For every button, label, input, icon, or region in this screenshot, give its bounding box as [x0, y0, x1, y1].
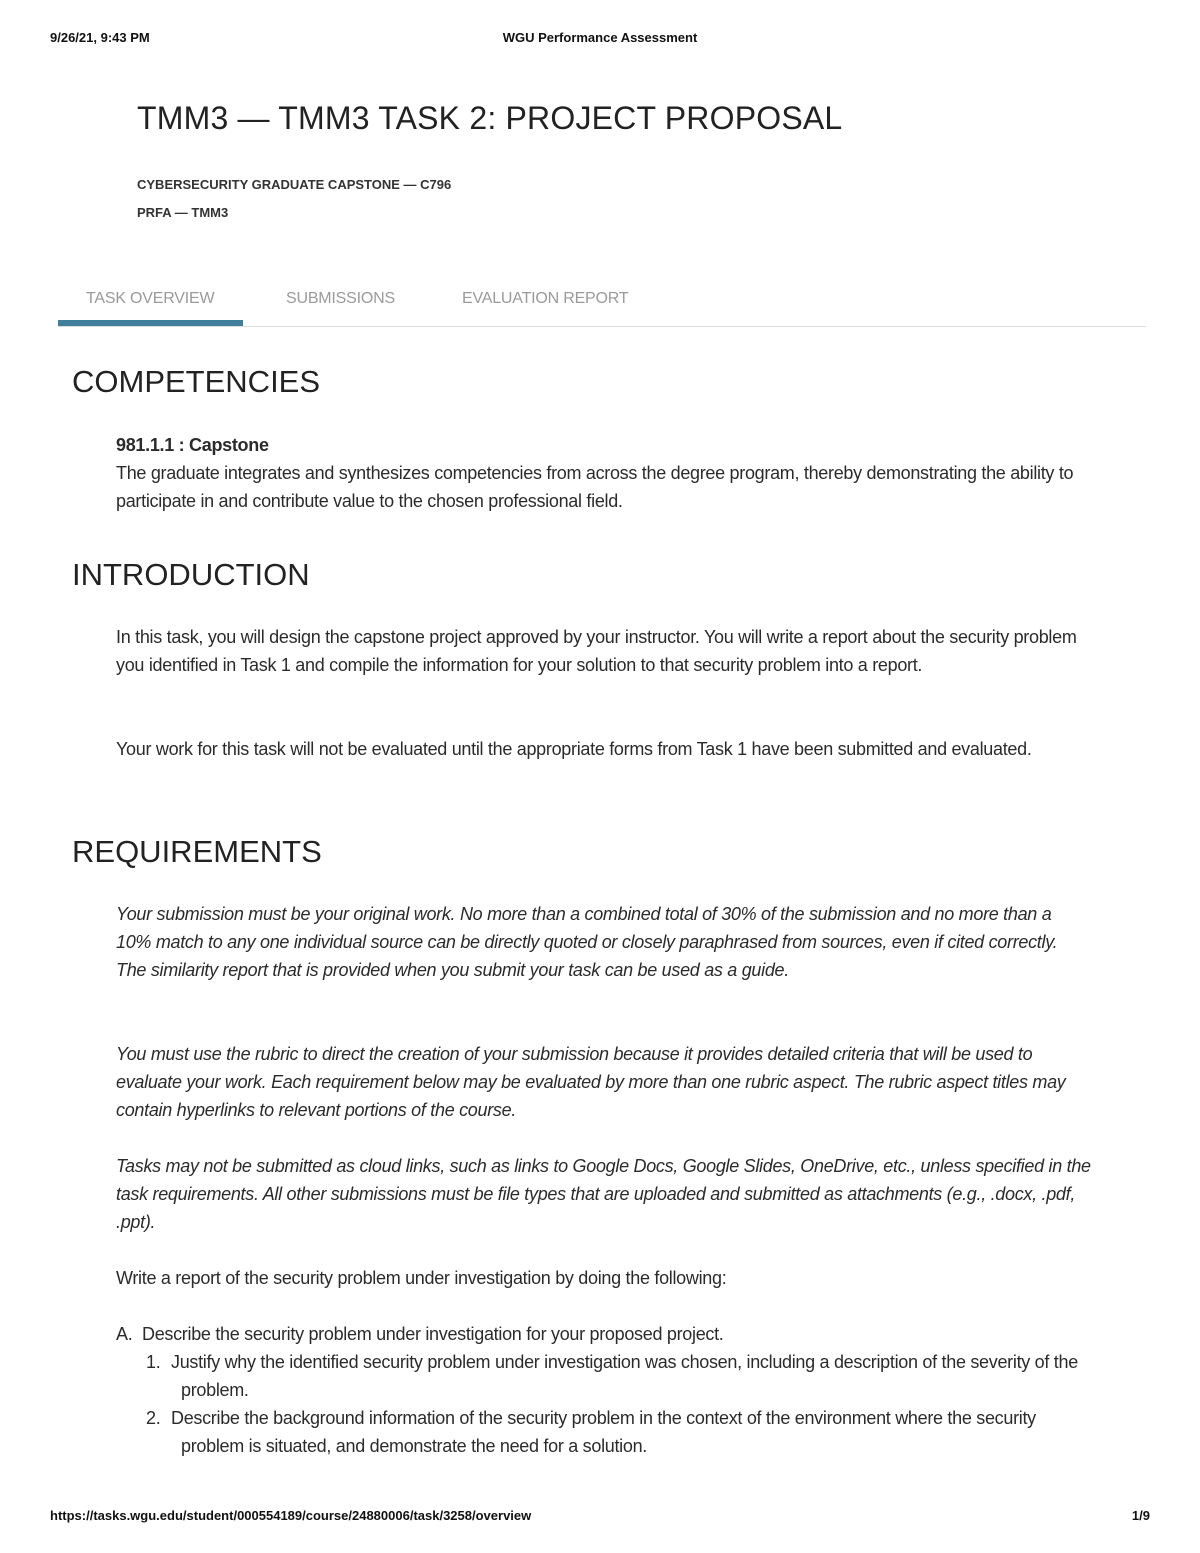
page-number: 1/9 [1131, 1508, 1150, 1523]
introduction-heading: INTRODUCTION [72, 557, 310, 592]
requirements-instruction: Write a report of the security problem under investigation by doing the following: [116, 1268, 727, 1288]
list-subitem [146, 1348, 1096, 1404]
list-marker: A. [116, 1324, 133, 1344]
list-item [116, 1320, 1096, 1348]
print-page-title: WGU Performance Assessment [502, 30, 698, 45]
active-tab-indicator [58, 320, 243, 326]
print-datetime: 9/26/21, 9:43 PM [50, 30, 150, 45]
print-footer [50, 1508, 1150, 1526]
tab-task-overview[interactable]: TASK OVERVIEW [86, 290, 215, 307]
list-subitem-text: Describe the background information of the security problem in the context of the environment where the security problem is situated, and demonstrate the need for a solution. [171, 1408, 1036, 1456]
rubric-note: You must use the rubric to direct the creation of your submission because it provides detailed criteria that will be used to evaluate your work. Each requirement below may be evaluated by more than one rubric aspect. The rubric aspect titles may contain hyperlinks to relevant portions of the course. [116, 1044, 1066, 1120]
tab-submissions[interactable]: SUBMISSIONS [286, 290, 395, 307]
list-subitem [146, 1404, 1096, 1460]
print-header [50, 30, 1150, 48]
introduction-paragraph: In this task, you will design the capstone project approved by your instructor. You will write a report about the security problem you identified in Task 1 and compile the information for your solution to that security problem into a report. [116, 627, 1077, 675]
introduction-paragraph: Your work for this task will not be evaluated until the appropriate forms from Task 1 have been submitted and evaluated. [116, 739, 1032, 759]
list-item-text: Describe the security problem under investigation for your proposed project. [142, 1324, 724, 1344]
submission-format-note: Tasks may not be submitted as cloud links, such as links to Google Docs, Google Slides, OneDrive, etc., unless specified in the task requirements. All other submissions must be file types that are uploaded and submitted as attachments (e.g., .docx, .pdf, .ppt). [116, 1156, 1091, 1232]
assessment-code: PRFA — TMM3 [137, 205, 229, 220]
list-marker: 2. [146, 1408, 161, 1428]
competencies-heading: COMPETENCIES [72, 364, 321, 399]
list-marker: 1. [146, 1352, 161, 1372]
task-title: TMM3 — TMM3 TASK 2: PROJECT PROPOSAL [137, 100, 843, 136]
task-tabs [58, 282, 1146, 327]
course-name: CYBERSECURITY GRADUATE CAPSTONE — C796 [137, 177, 452, 192]
requirements-heading: REQUIREMENTS [72, 834, 322, 869]
tab-evaluation-report[interactable]: EVALUATION REPORT [462, 290, 629, 307]
list-subitem-text: Justify why the identified security problem under investigation was chosen, including a description of the severity of the problem. [171, 1352, 1078, 1400]
page-url: https://tasks.wgu.edu/student/000554189/course/24880006/task/3258/overview [50, 1508, 532, 1523]
competency-description: The graduate integrates and synthesizes competencies from across the degree program, thereby demonstrating the ability to participate in and contribute value to the chosen professional field. [116, 463, 1074, 511]
competency-id: 981.1.1 : Capstone [116, 435, 269, 455]
originality-note: Your submission must be your original work. No more than a combined total of 30% of the submission and no more than a 10% match to any one individual source can be directly quoted or closely paraphrased from sources, even if cited correctly. The similarity report that is provided when you submit your task can be used as a guide. [116, 904, 1058, 980]
requirements-list [116, 1320, 1096, 1460]
